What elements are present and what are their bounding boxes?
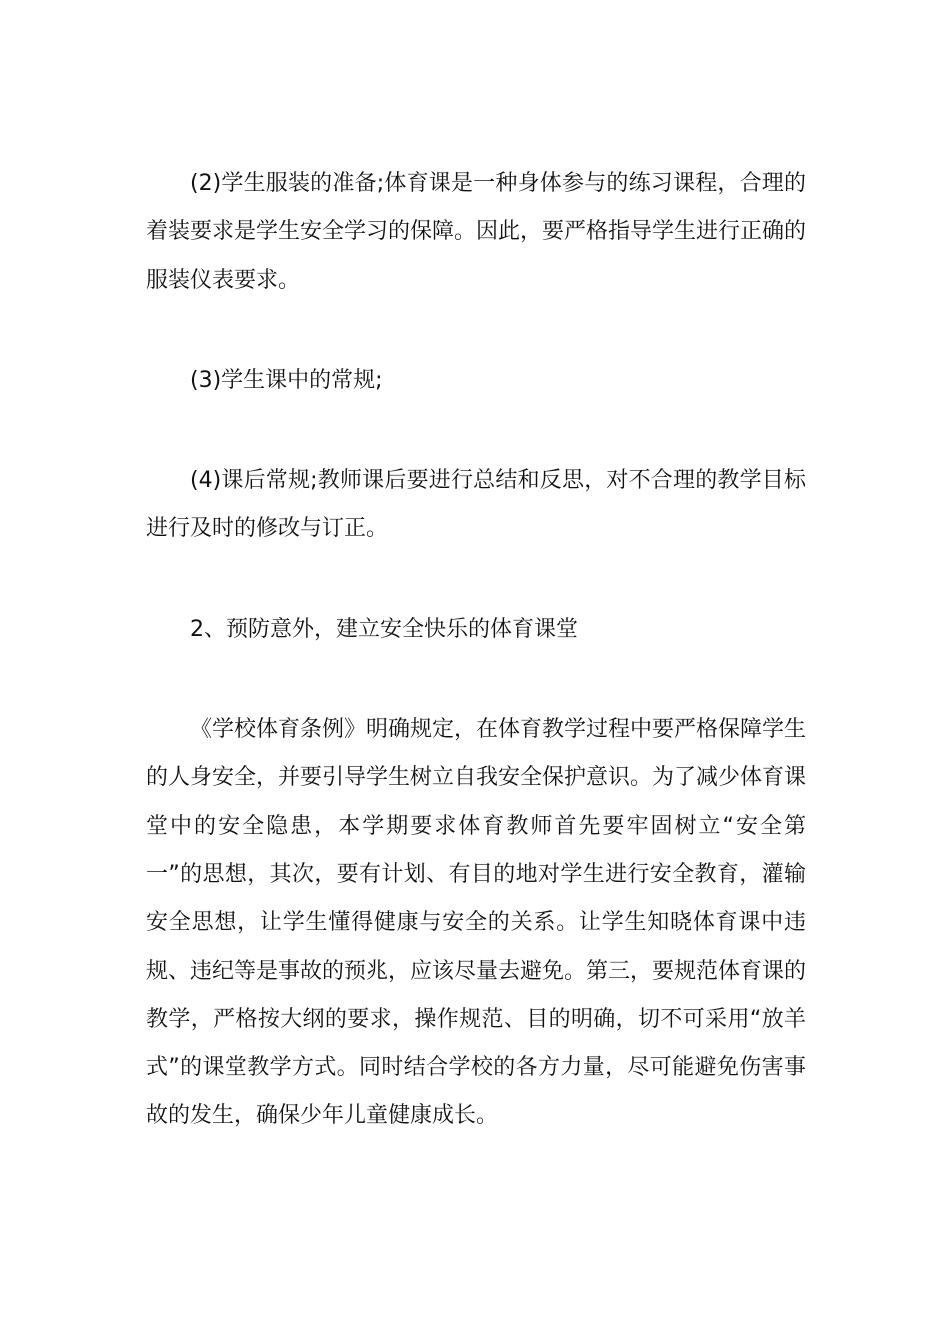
section-heading-accident-prevention: 2、预防意外，建立安全快乐的体育课堂 xyxy=(190,616,578,642)
paragraph-clothing-preparation: (2)学生服装的准备;体育课是一种身体参与的练习课程，合理的着装要求是学生安全学习的保障。因此，要严格指导学生进行正确的服装仪表要求。 xyxy=(146,171,807,293)
paragraph-after-class-routine: (4)课后常规;教师课后要进行总结和反思，对不合理的教学目标进行及时的修改与订正。 xyxy=(146,468,806,542)
paragraph-school-pe-regulations: 《学校体育条例》明确规定，在体育教学过程中要严格保障学生的人身安全，并要引导学生树立自我安全保护意识。为了减少体育课堂中的安全隐患，本学期要求体育教师首先要牢固树立“安全第一”的思想，其次，要有计划、有目的地对学生进行安全教育，灌输安全思想，让学生懂得健康与安全的关系。让学生知晓体育课中违规、违纪等是事故的预兆，应该尽量去避免。第三，要规范体育课的教学，严格按大纲的要求，操作规范、目的明确，切不可采用“放羊式”的课堂教学方式。同时结合学校的各方力量，尽可能避免伤害事故的发生，确保少年儿童健康成长。 xyxy=(146,717,807,1129)
document-body xyxy=(146,160,806,1141)
paragraph-in-class-routine: (3)学生课中的常规; xyxy=(190,367,383,393)
